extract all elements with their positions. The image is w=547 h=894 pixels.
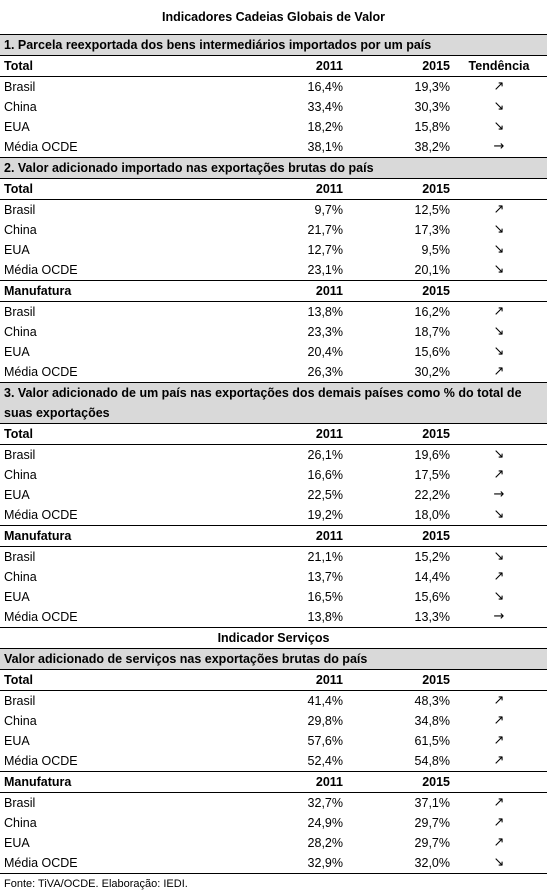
year-2015-header: 2015 (422, 284, 450, 298)
section-4-title: Valor adicionado de serviços nas exportações brutas do país (0, 649, 547, 670)
value-2011: 13,8% (307, 610, 343, 624)
value-2011: 28,2% (307, 836, 343, 850)
header-row (0, 56, 547, 77)
trend-arrow-icon: ↗ (493, 304, 505, 319)
trend-arrow-icon: ↗ (493, 753, 505, 768)
services-title: Indicador Serviços (0, 627, 547, 649)
value-2015: 17,3% (414, 223, 450, 237)
table-row (0, 813, 547, 833)
table-row (0, 322, 547, 342)
value-2015: 15,6% (414, 345, 450, 359)
trend-arrow-icon: ↘ (493, 262, 505, 277)
row-name: Brasil (4, 203, 36, 217)
s4-manu-rows (0, 793, 547, 873)
value-2011: 32,9% (307, 856, 343, 870)
row-name: Média OCDE (4, 754, 78, 768)
row-name: EUA (4, 243, 30, 257)
header-row (0, 424, 547, 445)
year-2015-header: 2015 (422, 775, 450, 789)
table-row (0, 200, 547, 220)
trend-arrow-icon: ↗ (493, 835, 505, 850)
table-row (0, 691, 547, 711)
year-2011-header: 2011 (315, 775, 343, 789)
header-row (0, 280, 547, 302)
value-2015: 29,7% (414, 836, 450, 850)
value-2015: 37,1% (414, 796, 450, 810)
trend-arrow-icon: ↘ (493, 242, 505, 257)
row-name: China (4, 223, 37, 237)
table-row (0, 853, 547, 873)
table-row (0, 77, 547, 97)
row-name: Média OCDE (4, 140, 78, 154)
table-row (0, 117, 547, 137)
trend-arrow-icon: ↘ (493, 222, 505, 237)
value-2011: 22,5% (307, 488, 343, 502)
table-row (0, 567, 547, 587)
row-name: China (4, 570, 37, 584)
row-name: China (4, 816, 37, 830)
trend-arrow-icon: ↗ (493, 815, 505, 830)
table-row (0, 607, 547, 627)
trend-arrow-icon: ↘ (493, 344, 505, 359)
trend-arrow-icon: ↗ (493, 467, 505, 482)
trend-arrow-icon: ↗ (493, 693, 505, 708)
row-name: China (4, 714, 37, 728)
year-2011-header: 2011 (315, 59, 343, 73)
trend-arrow-icon: ↗ (493, 733, 505, 748)
trend-arrow-icon: → (493, 609, 505, 624)
s3-total-rows (0, 445, 547, 525)
table-row (0, 751, 547, 771)
row-name: Brasil (4, 448, 36, 462)
value-2015: 13,3% (414, 610, 450, 624)
group-label: Manufatura (4, 775, 72, 789)
table-row (0, 547, 547, 567)
row-name: China (4, 325, 37, 339)
trend-arrow-icon: ↘ (493, 447, 505, 462)
s4-total-rows (0, 691, 547, 771)
row-name: Brasil (4, 80, 36, 94)
section-1-title: 1. Parcela reexportada dos bens intermediários importados por um país (0, 34, 547, 56)
trend-arrow-icon: ↗ (493, 795, 505, 810)
value-2011: 32,7% (307, 796, 343, 810)
value-2015: 17,5% (414, 468, 450, 482)
s1-rows (0, 77, 547, 157)
year-2011-header: 2011 (315, 284, 343, 298)
table-row (0, 302, 547, 322)
group-label: Total (4, 427, 33, 441)
group-label: Total (4, 182, 33, 196)
row-name: Média OCDE (4, 508, 78, 522)
value-2015: 22,2% (414, 488, 450, 502)
row-name: Brasil (4, 796, 36, 810)
value-2011: 18,2% (307, 120, 343, 134)
year-2015-header: 2015 (422, 529, 450, 543)
value-2015: 29,7% (414, 816, 450, 830)
value-2011: 13,7% (307, 570, 343, 584)
value-2011: 19,2% (307, 508, 343, 522)
table-row (0, 485, 547, 505)
table-row (0, 97, 547, 117)
value-2015: 19,6% (414, 448, 450, 462)
year-2015-header: 2015 (422, 59, 450, 73)
table-title: Indicadores Cadeias Globais de Valor (162, 10, 385, 24)
trend-arrow-icon: → (493, 487, 505, 502)
value-2011: 16,5% (307, 590, 343, 604)
year-2015-header: 2015 (422, 673, 450, 687)
table-row (0, 711, 547, 731)
year-2015-header: 2015 (422, 182, 450, 196)
trend-arrow-icon: ↘ (493, 507, 505, 522)
value-2011: 29,8% (307, 714, 343, 728)
value-2011: 52,4% (307, 754, 343, 768)
row-name: EUA (4, 488, 30, 502)
year-2011-header: 2011 (315, 182, 343, 196)
value-2015: 14,4% (414, 570, 450, 584)
value-2015: 18,7% (414, 325, 450, 339)
value-2015: 12,5% (414, 203, 450, 217)
value-2011: 41,4% (307, 694, 343, 708)
value-2011: 24,9% (307, 816, 343, 830)
trend-arrow-icon: ↗ (493, 202, 505, 217)
row-name: Média OCDE (4, 263, 78, 277)
row-name: Brasil (4, 550, 36, 564)
table-row (0, 220, 547, 240)
group-label: Total (4, 673, 33, 687)
value-2015: 30,3% (414, 100, 450, 114)
table-row (0, 465, 547, 485)
header-row (0, 525, 547, 547)
row-name: EUA (4, 836, 30, 850)
value-2011: 38,1% (307, 140, 343, 154)
s2-manu-rows (0, 302, 547, 382)
table-row (0, 793, 547, 813)
value-2011: 20,4% (307, 345, 343, 359)
header-row (0, 670, 547, 691)
trend-arrow-icon: ↗ (493, 713, 505, 728)
table-row (0, 362, 547, 382)
table-row (0, 260, 547, 280)
section-3-title (0, 382, 547, 424)
value-2011: 13,8% (307, 305, 343, 319)
value-2015: 15,6% (414, 590, 450, 604)
trend-arrow-icon: ↗ (493, 79, 505, 94)
value-2011: 12,7% (307, 243, 343, 257)
value-2011: 16,6% (307, 468, 343, 482)
value-2015: 18,0% (414, 508, 450, 522)
trend-arrow-icon: ↘ (493, 855, 505, 870)
s2-total-rows (0, 200, 547, 280)
header-row (0, 771, 547, 793)
value-2011: 26,1% (307, 448, 343, 462)
value-2011: 23,3% (307, 325, 343, 339)
value-2015: 16,2% (414, 305, 450, 319)
section-2-title: 2. Valor adicionado importado nas exportações brutas do país (0, 157, 547, 179)
trend-arrow-icon: ↘ (493, 549, 505, 564)
row-name: EUA (4, 120, 30, 134)
group-label: Total (4, 59, 33, 73)
value-2011: 33,4% (307, 100, 343, 114)
row-name: Média OCDE (4, 856, 78, 870)
table-row (0, 505, 547, 525)
row-name: Média OCDE (4, 365, 78, 379)
trend-header: Tendência (468, 59, 530, 73)
row-name: EUA (4, 345, 30, 359)
table-row (0, 342, 547, 362)
section-3-title-line2: suas exportações (4, 406, 110, 420)
row-name: EUA (4, 734, 30, 748)
year-2011-header: 2011 (315, 673, 343, 687)
s3-manu-rows (0, 547, 547, 627)
value-2011: 57,6% (307, 734, 343, 748)
row-name: China (4, 100, 37, 114)
table-row (0, 445, 547, 465)
trend-arrow-icon: ↘ (493, 99, 505, 114)
year-2011-header: 2011 (315, 427, 343, 441)
value-2015: 54,8% (414, 754, 450, 768)
trend-arrow-icon: ↘ (493, 589, 505, 604)
table-row (0, 240, 547, 260)
value-2011: 23,1% (307, 263, 343, 277)
value-2015: 61,5% (414, 734, 450, 748)
group-label: Manufatura (4, 284, 72, 298)
table-row (0, 137, 547, 157)
row-name: Brasil (4, 305, 36, 319)
trend-arrow-icon: ↘ (493, 324, 505, 339)
value-2011: 9,7% (314, 203, 343, 217)
value-2011: 16,4% (307, 80, 343, 94)
source-note: Fonte: TiVA/OCDE. Elaboração: IEDI. (0, 873, 547, 894)
trend-arrow-icon: → (493, 139, 505, 154)
header-row (0, 179, 547, 200)
row-name: EUA (4, 590, 30, 604)
value-2015: 30,2% (414, 365, 450, 379)
trend-arrow-icon: ↗ (493, 364, 505, 379)
value-2011: 21,7% (307, 223, 343, 237)
value-2015: 15,8% (414, 120, 450, 134)
value-2015: 15,2% (414, 550, 450, 564)
table-row (0, 731, 547, 751)
table-row (0, 587, 547, 607)
section-3-title-line1: 3. Valor adicionado de um país nas exportações dos demais países como % do total de (4, 386, 522, 400)
trend-arrow-icon: ↗ (493, 569, 505, 584)
value-2015: 38,2% (414, 140, 450, 154)
row-name: Brasil (4, 694, 36, 708)
group-label: Manufatura (4, 529, 72, 543)
row-name: China (4, 468, 37, 482)
value-2015: 48,3% (414, 694, 450, 708)
trend-arrow-icon: ↘ (493, 119, 505, 134)
table-row (0, 833, 547, 853)
year-2015-header: 2015 (422, 427, 450, 441)
row-name: Média OCDE (4, 610, 78, 624)
value-2015: 19,3% (414, 80, 450, 94)
value-2015: 32,0% (414, 856, 450, 870)
year-2011-header: 2011 (315, 529, 343, 543)
value-2011: 21,1% (307, 550, 343, 564)
value-2015: 34,8% (414, 714, 450, 728)
value-2015: 20,1% (414, 263, 450, 277)
value-2015: 9,5% (421, 243, 450, 257)
value-2011: 26,3% (307, 365, 343, 379)
